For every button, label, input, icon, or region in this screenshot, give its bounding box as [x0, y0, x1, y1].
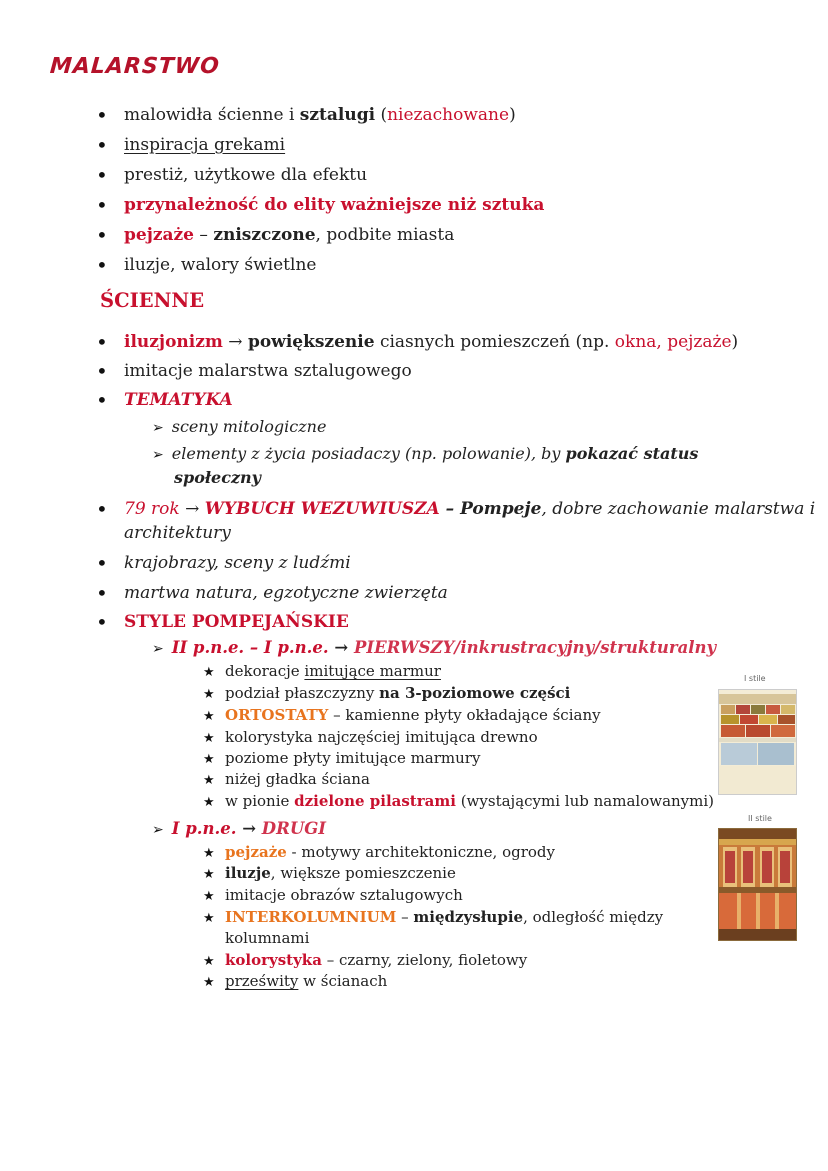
style2-item-cont: kolumnami [225, 929, 310, 947]
second-style-wall-illustration [719, 829, 796, 940]
star-icon: ★ [203, 709, 215, 724]
style2-image-label: II stile [748, 814, 772, 823]
style2-item: ★ kolorystyka – czarny, zielony, fioletowy [203, 950, 527, 972]
style2-item: ★ iluzje, większe pomieszczenie [203, 863, 456, 885]
style1-item: ★ w pionie dzielone pilastrami (wystającymi lub namalowanymi) [203, 791, 714, 813]
style1-item: ★ niżej gładka ściana [203, 769, 370, 791]
style1-item: ★ dekoracje imitujące marmur [203, 661, 441, 683]
first-style-wall-illustration [719, 690, 796, 794]
bullet-79-rok-cont: architektury [124, 523, 231, 543]
style1-item: ★ poziome płyty imitujące marmury [203, 748, 480, 770]
star-icon: ★ [203, 687, 215, 702]
style2-item: ★ imitacje obrazów sztalugowych [203, 885, 463, 907]
star-icon: ★ [203, 773, 215, 788]
star-icon: ★ [203, 665, 215, 680]
star-icon: ★ [203, 867, 215, 882]
star-icon: ★ [203, 846, 215, 861]
arrow-icon: ➢ [152, 420, 164, 436]
style1-image-label: I stile [744, 674, 766, 683]
arrow-icon: ➢ [152, 641, 164, 657]
style1-item: ★ kolorystyka najczęściej imitująca drewno [203, 727, 538, 749]
star-icon: ★ [203, 795, 215, 810]
star-icon: ★ [203, 975, 215, 990]
page-title: MALARSTWO [49, 54, 221, 79]
sub-sceny: ➢ sceny mitologiczne [152, 417, 327, 436]
style2-image [718, 828, 797, 941]
star-icon: ★ [203, 911, 215, 926]
style1-item: ★ ORTOSTATY – kamienne płyty okładające ściany [203, 705, 601, 727]
section-heading-scienne: ŚCIENNE [100, 289, 205, 312]
style2-item: ★ pejzaże - motywy architektoniczne, ogrody [203, 842, 555, 864]
style2-item: ★ prześwity w ścianach [203, 971, 387, 993]
style1-image [718, 689, 797, 795]
star-icon: ★ [203, 889, 215, 904]
sub-elementy: ➢ elementy z życia posiadaczy (np. polowanie), by pokazać status [152, 444, 699, 463]
style2-header: ➢ I p.n.e. → DRUGI [152, 819, 327, 838]
style1-header: ➢ II p.n.e. – I p.n.e. → PIERWSZY/inkrustracyjny/strukturalny [152, 638, 717, 657]
arrow-icon: ➢ [152, 447, 164, 463]
sub-elementy-cont: społeczny [174, 468, 261, 487]
style1-item: ★ podział płaszczyzny na 3-poziomowe części [203, 683, 570, 705]
star-icon: ★ [203, 752, 215, 767]
arrow-icon: ➢ [152, 822, 164, 838]
star-icon: ★ [203, 954, 215, 969]
star-icon: ★ [203, 731, 215, 746]
style2-item: ★ INTERKOLUMNIUM – międzysłupie, odległość między [203, 907, 663, 929]
